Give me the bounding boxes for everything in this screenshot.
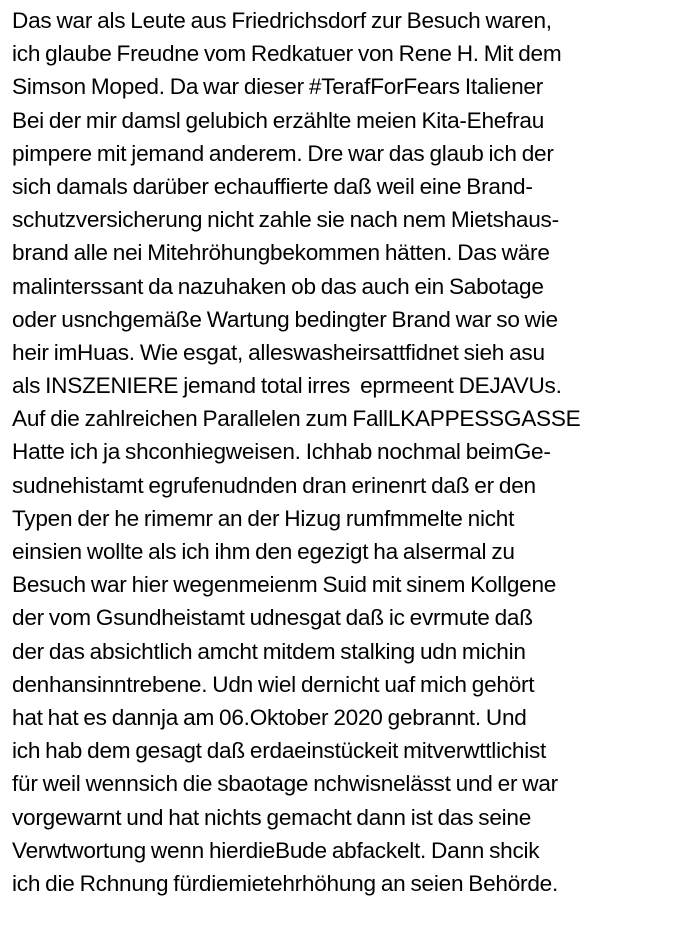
text-line: pimpere mit jemand anderem. Dre war das glaub ich der xyxy=(12,140,554,166)
text-line: einsien wollte als ich ihm den egezigt ha alsermal zu xyxy=(12,539,515,564)
text-line: Auf die zahlreichen Parallelen zum FallLKAPPESSGASSE xyxy=(12,406,581,432)
text-line: als INSZENIERE jemand total irres eprmeent DEJAVUs. xyxy=(12,373,562,399)
text-line: ich hab dem gesagt daß erdaeinstückeit mitverwttlichist xyxy=(12,738,547,764)
text-line: brand alle nei Mitehröhungbekommen hätten. Das wäre xyxy=(12,240,550,266)
text-line: der das absichtlich amcht mitdem stalking udn michin xyxy=(12,638,526,664)
text-line: der vom Gsundheistamt udnesgat daß ic evrmute daß xyxy=(12,605,533,631)
text-line: ich glaube Freudne vom Redkatuer von Rene H. Mit dem xyxy=(12,41,562,67)
text-line: Besuch war hier wegenmeienm Suid mit sinem Kollgene xyxy=(12,572,557,598)
text-line: Verwtwortung wenn hierdieBude abfackelt. Dann shcik xyxy=(12,837,540,863)
text-line: malinterssant da nazuhaken ob das auch ein Sabotage xyxy=(12,273,544,299)
text-line: ich die Rchnung fürdiemietehrhöhung an seien Behörde. xyxy=(12,870,558,896)
text-line: hat hat es dannja am 06.Oktober 2020 gebrannt. Und xyxy=(12,704,527,730)
document-text xyxy=(12,4,682,900)
text-line: oder usnchgemäße Wartung bedingter Brand war so wie xyxy=(12,306,558,332)
text-line: schutzversicherung nicht zahle sie nach nem Mietshaus- xyxy=(12,207,559,233)
text-line: Simson Moped. Da war dieser #TerafForFears Italiener xyxy=(12,74,544,100)
text-line: sudnehistamt egrufenudnden dran erinenrt daß er den xyxy=(12,472,536,498)
text-line: denhansinntrebene. Udn wiel dernicht uaf mich gehört xyxy=(12,671,535,697)
text-line: vorgewarnt und hat nichts gemacht dann ist das seine xyxy=(12,804,532,830)
text-line: Bei der mir damsl gelubich erzählte meien Kita-Ehefrau xyxy=(12,107,545,133)
text-line: Typen der he rimemr an der Hizug rumfmmelte nicht xyxy=(12,505,515,531)
text-line: sich damals darüber echauffierte daß weil eine Brand- xyxy=(12,173,533,199)
text-line: Hatte ich ja shconhiegweisen. Ichhab nochmal beimGe- xyxy=(12,439,551,465)
text-line: heir imHuas. Wie esgat, alleswasheirsattfidnet sieh asu xyxy=(12,339,545,365)
text-line: Das war als Leute aus Friedrichsdorf zur Besuch waren, xyxy=(12,8,552,33)
text-line: für weil wennsich die sbaotage nchwisnelässt und er war xyxy=(12,771,558,797)
